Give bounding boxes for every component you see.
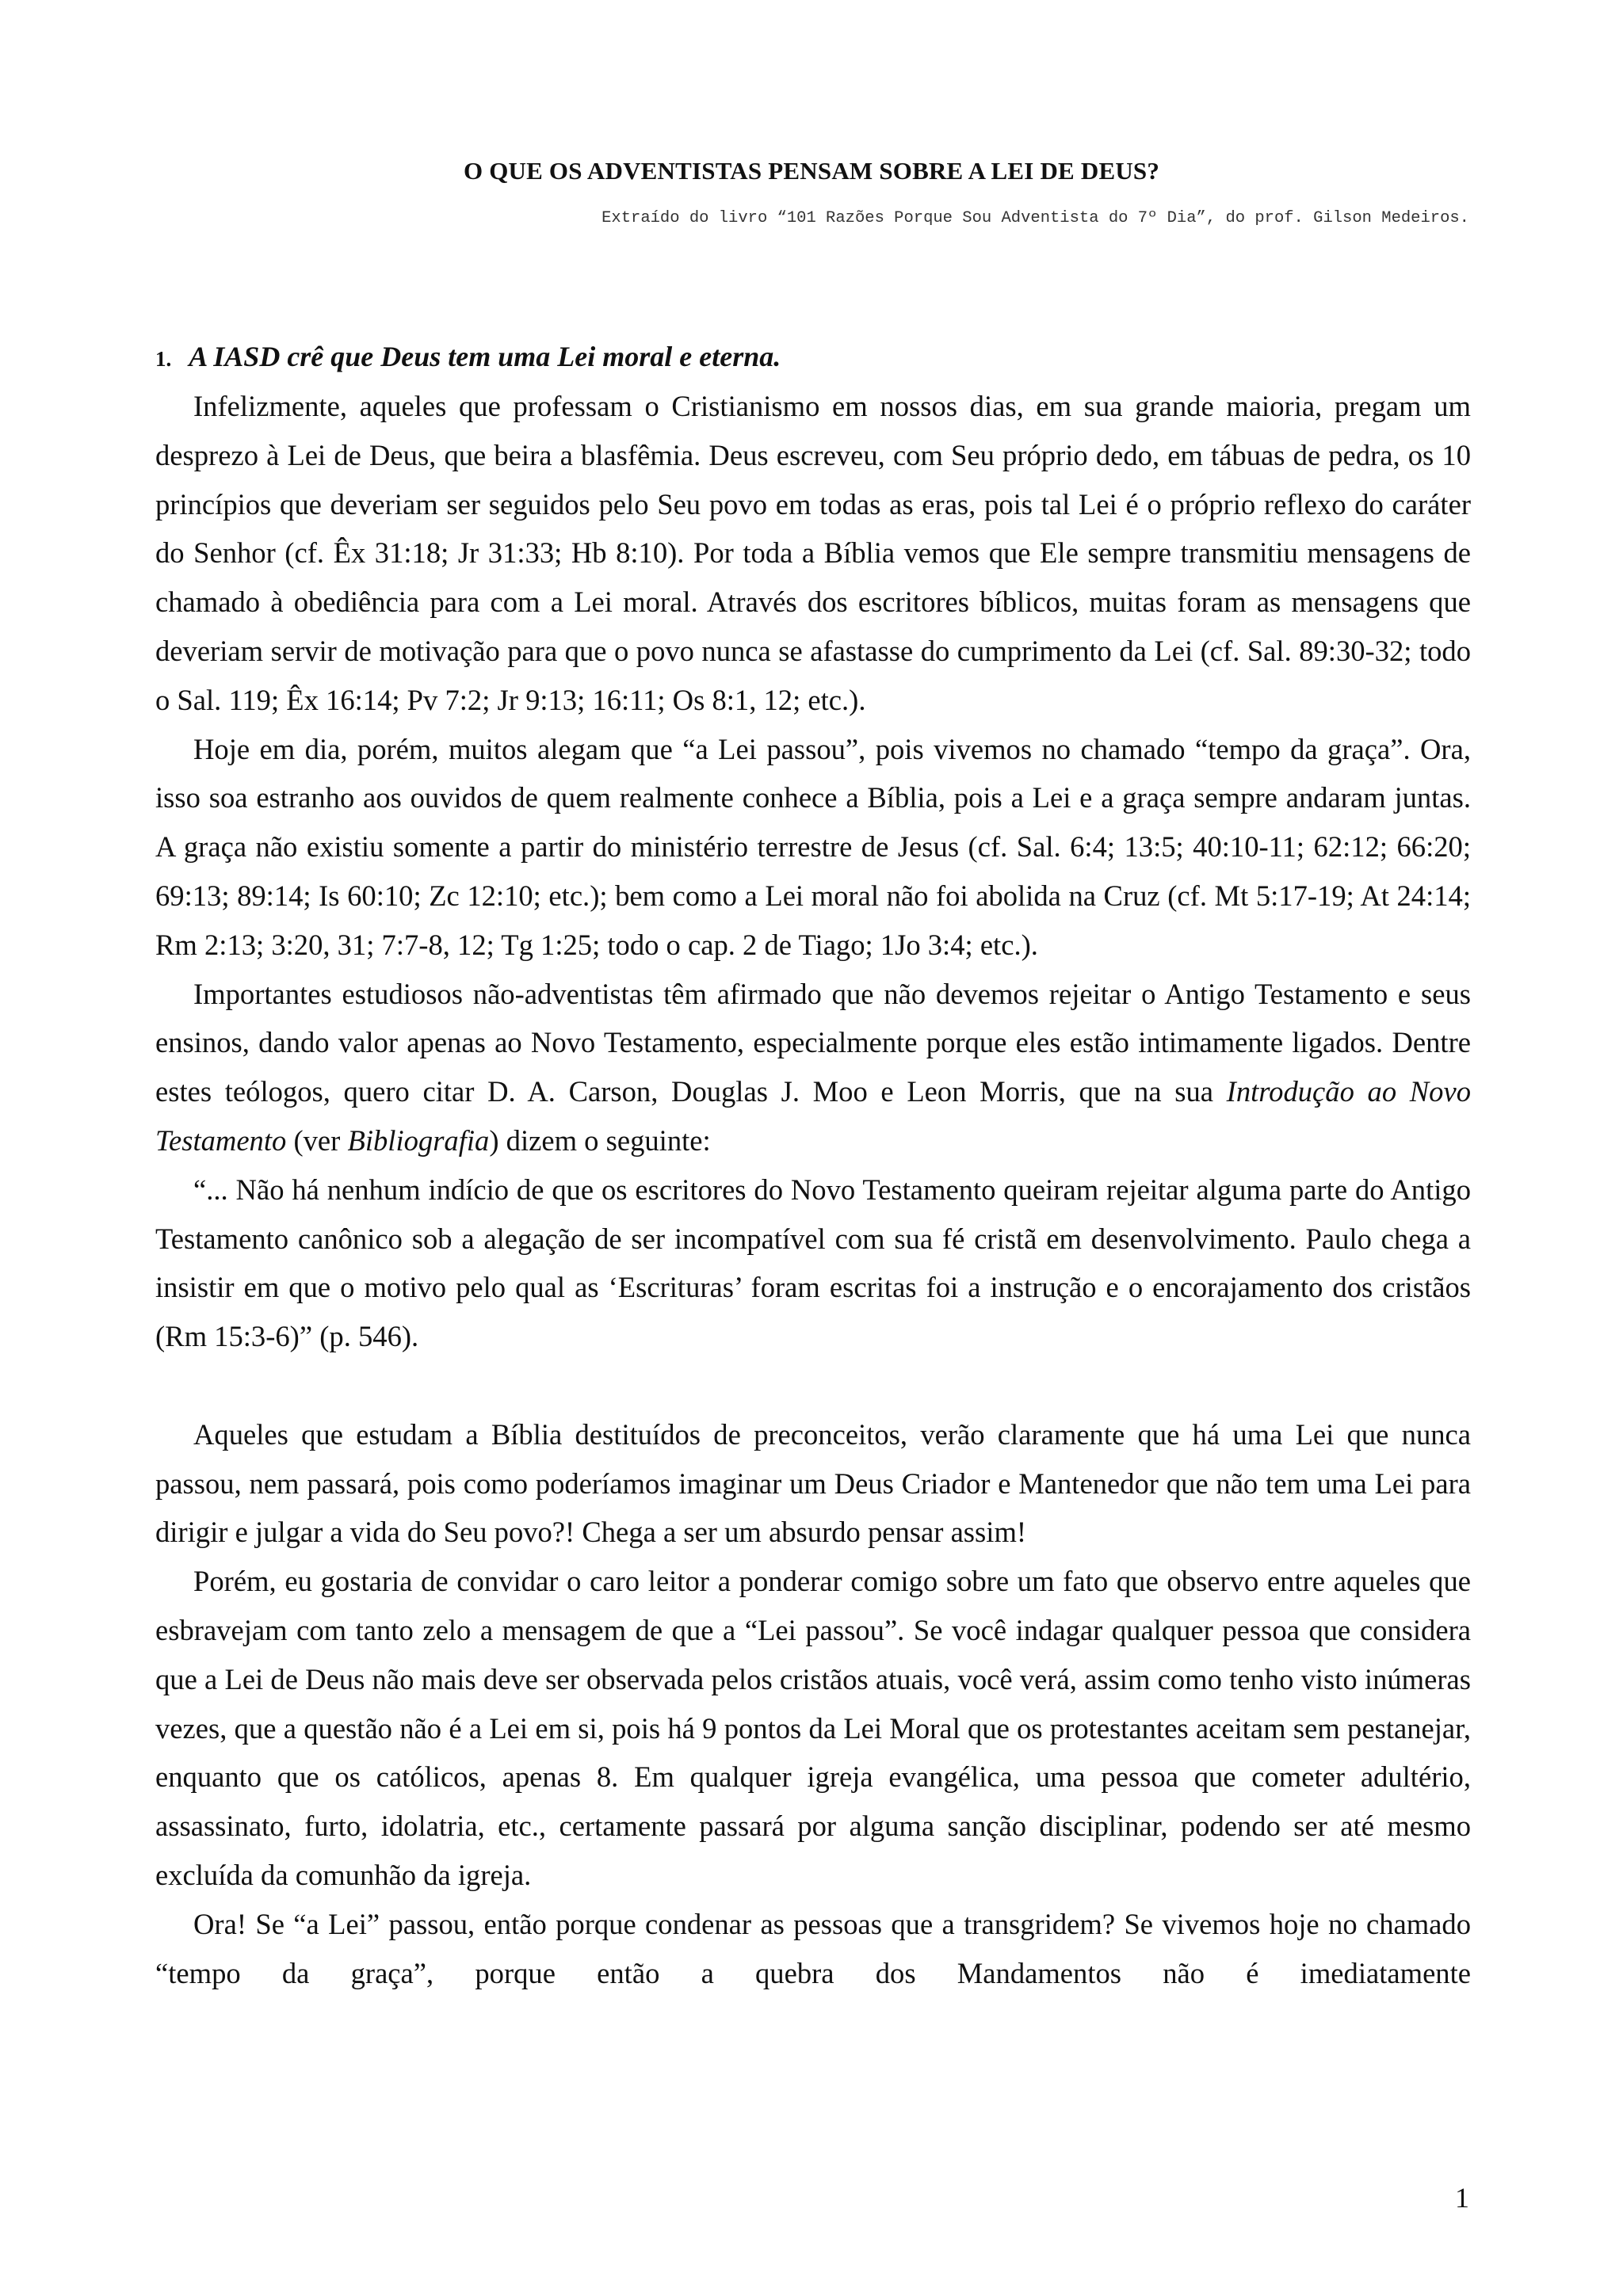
bibliography-reference: Bibliografia [347, 1123, 490, 1157]
section-heading [155, 339, 781, 376]
paragraph: Porém, eu gostaria de convidar o caro leitor a ponderar comigo sobre um fato que observo entre aqueles que esbravejam com tanto zelo a mensagem de que a “Lei passou”. Se você indagar qualquer pessoa que considera que a Lei de Deus não mais deve ser observada pelos cristãos atuais, você verá, assim como tenho visto inúmeras vezes, que a questão não é a Lei em si, pois há 9 pontos da Lei Moral que os protestantes aceitam sem pestanejar, enquanto que os católicos, apenas 8. Em qualquer igreja evangélica, uma pessoa que cometer adultério, assassinato, furto, idolatria, etc., certamente passará por alguma sanção disciplinar, podendo ser até mesmo excluída da comunhão da igreja. [155, 1565, 1471, 1891]
paragraph: Infelizmente, aqueles que professam o Cristianismo em nossos dias, em sua grande maioria, pregam um desprezo à Lei de Deus, que beira a blasfêmia. Deus escreveu, com Seu próprio dedo, em tábuas de pedra, os 10 princípios que deveriam ser seguidos pelo Seu povo em todas as eras, pois tal Lei é o próprio reflexo do caráter do Senhor (cf. Êx 31:18; Jr 31:33; Hb 8:10). Por toda a Bíblia vemos que Ele sempre transmitiu mensagens de chamado à obediência para com a Lei moral. Através dos escritores bíblicos, muitas foram as mensagens que deveriam servir de motivação para que o povo nunca se afastasse do cumprimento da Lei (cf. Sal. 89:30-32; todo o Sal. 119; Êx 16:14; Pv 7:2; Jr 9:13; 16:11; Os 8:1, 12; etc.). [155, 390, 1471, 716]
paragraph-text: ) dizem o seguinte: [489, 1123, 711, 1157]
document-title: O QUE OS ADVENTISTAS PENSAM SOBRE A LEI DE DEUS? [463, 157, 1160, 185]
paragraph-text: (ver [286, 1123, 348, 1157]
paragraph [155, 970, 1471, 1165]
paragraph-text: Importantes estudiosos não-adventistas têm afirmado que não devemos rejeitar o Antigo Testamento e seus ensinos, dando valor apenas ao Novo Testamento, especialmente porque eles estão intimamente ligados. Dentre estes teólogos, quero citar D. A. Carson, Douglas J. Moo e Leon Morris, que na sua [155, 977, 1471, 1108]
book-title: Introdução ao Novo Testamento [155, 1075, 1471, 1157]
block-quote: “... Não há nenhum indício de que os escritores do Novo Testamento queiram rejeitar alguma parte do Antigo Testamento canônico sob a alegação de ser incompatível com sua fé cristã em desenvolvimento. Paulo chega a insistir em que o motivo pelo qual as ‘Escrituras’ foram escritas foi a instrução e o encorajamento dos cristãos (Rm 15:3-6)” (p. 546). [155, 1173, 1471, 1353]
paragraph: Hoje em dia, porém, muitos alegam que “a Lei passou”, pois vivemos no chamado “tempo da graça”. Ora, isso soa estranho aos ouvidos de quem realmente conhece a Bíblia, pois a Lei e a graça sempre andaram juntas. A graça não existiu somente a partir do ministério terrestre de Jesus (cf. Sal. 6:4; 13:5; 40:10-11; 62:12; 66:20; 69:13; 89:14; Is 60:10; Zc 12:10; etc.); bem como a Lei moral não foi abolida na Cruz (cf. Mt 5:17-19; At 24:14; Rm 2:13; 3:20, 31; 7:7-8, 12; Tg 1:25; todo o cap. 2 de Tiago; 1Jo 3:4; etc.). [155, 732, 1471, 961]
paragraph: Ora! Se “a Lei” passou, então porque condenar as pessoas que a transgridem? Se vivemos hoje no chamado “tempo da graça”, porque então a quebra dos Mandamentos não é imediatamente [155, 1907, 1471, 1989]
page-number: 1 [1455, 2182, 1469, 2214]
section-number: 1. [155, 347, 172, 371]
source-note: Extraído do livro “101 Razões Porque Sou Adventista do 7º Dia”, do prof. Gilson Medeiros. [601, 209, 1469, 227]
paragraph: Aqueles que estudam a Bíblia destituídos de preconceitos, verão claramente que há uma Lei que nunca passou, nem passará, pois como poderíamos imaginar um Deus Criador e Mantenedor que não tem uma Lei para dirigir e julgar a vida do Seu povo?! Chega a ser um absurdo pensar assim! [155, 1417, 1471, 1549]
document-body [155, 382, 1471, 1997]
section-heading-text: A IASD crê que Deus tem uma Lei moral e eterna. [189, 341, 781, 372]
